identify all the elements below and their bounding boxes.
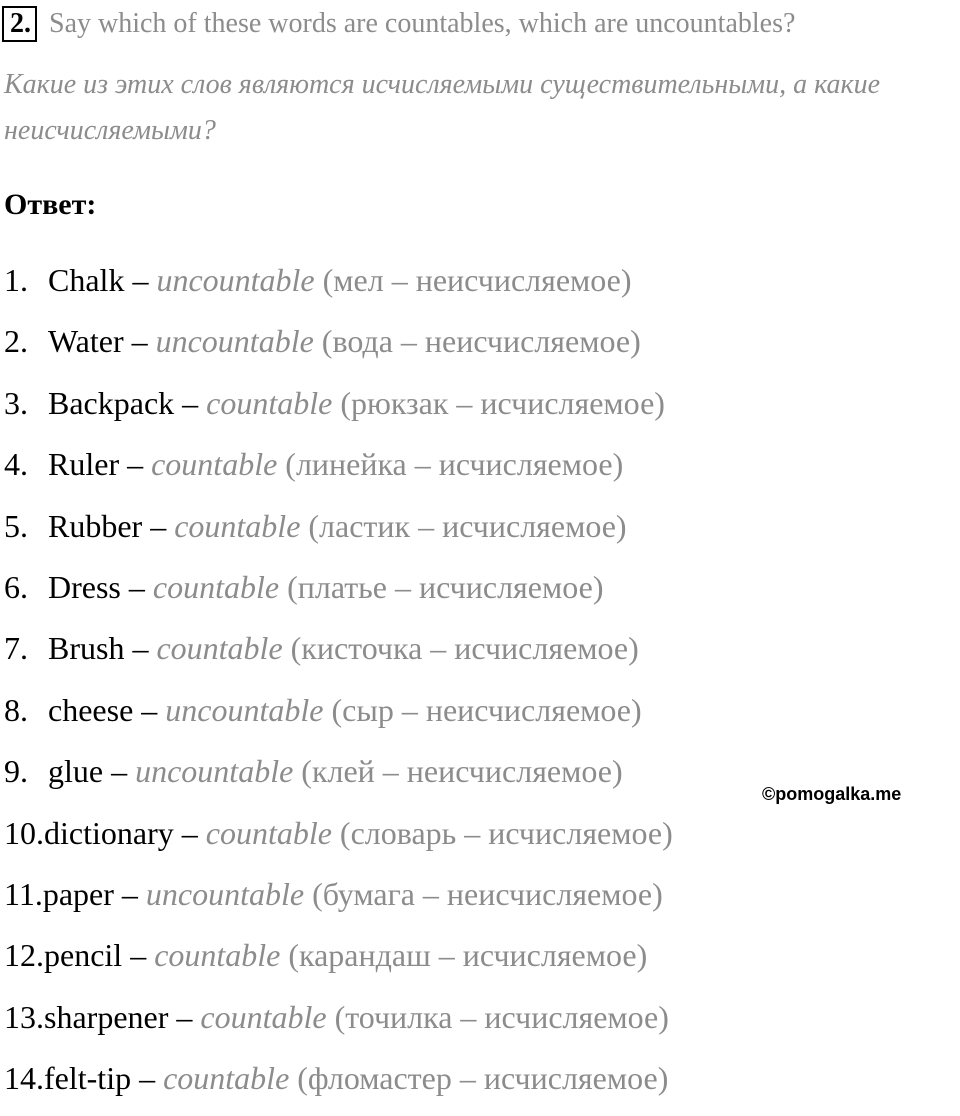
item-number: 9. — [4, 753, 28, 790]
task-instruction-en: Say which of these words are countables, which are uncountables? — [49, 8, 796, 39]
item-word: dictionary — [44, 814, 174, 851]
item-word: Chalk — [48, 262, 125, 298]
list-item — [4, 687, 954, 748]
item-type: uncountable — [165, 691, 324, 728]
item-dash: – — [168, 998, 201, 1035]
item-type: uncountable — [155, 323, 314, 360]
item-number: 14. — [4, 1060, 44, 1097]
list-item — [4, 625, 954, 686]
item-translation: (фломастер – исчисляемое) — [289, 1060, 669, 1097]
item-type: uncountable — [145, 875, 305, 912]
item-dash: – — [133, 691, 166, 728]
item-translation: (точилка – исчисляемое) — [326, 998, 669, 1035]
list-item — [4, 564, 954, 625]
item-number: 13. — [4, 998, 44, 1035]
item-word: Water — [48, 323, 124, 360]
list-item — [4, 810, 954, 871]
item-translation: (вода – неисчисляемое) — [313, 323, 641, 360]
item-dash: – — [174, 384, 207, 421]
item-dash: – — [142, 507, 175, 544]
item-dash: – — [103, 753, 136, 790]
item-number: 4. — [4, 446, 28, 483]
item-dash: – — [123, 323, 156, 360]
list-item — [4, 257, 954, 318]
item-type: uncountable — [156, 262, 315, 298]
item-word: felt-tip — [44, 1060, 132, 1097]
item-word: paper — [42, 875, 114, 912]
answer-label: Ответ: — [4, 188, 97, 221]
task-instruction-ru: Какие из этих слов являются исчисляемыми существительными, а какие неисчисляемыми? — [4, 69, 881, 146]
item-type: countable — [200, 998, 327, 1035]
item-type: uncountable — [135, 753, 294, 790]
list-item — [4, 932, 954, 993]
item-number: 12. — [4, 937, 44, 974]
list-item — [4, 1055, 954, 1116]
item-type: countable — [206, 384, 333, 421]
item-word: Brush — [48, 630, 125, 667]
item-dash: – — [173, 814, 206, 851]
item-translation: (карандаш – исчисляемое) — [280, 937, 648, 974]
item-word: Backpack — [48, 384, 175, 421]
list-item — [4, 380, 954, 441]
list-item — [4, 441, 954, 502]
item-translation: (ластик – исчисляемое) — [300, 507, 627, 544]
item-translation: (платье – исчисляемое) — [279, 568, 604, 605]
item-dash: – — [124, 262, 157, 298]
item-type: countable — [205, 814, 332, 851]
item-dash: – — [124, 630, 157, 667]
item-type: countable — [163, 1060, 290, 1097]
item-number: 8. — [4, 691, 28, 728]
item-translation: (рюкзак – исчисляемое) — [332, 384, 665, 421]
item-translation: (мел – неисчисляемое) — [314, 262, 632, 298]
answer-list — [4, 257, 954, 1116]
item-dash: – — [120, 568, 153, 605]
item-dash: – — [122, 937, 155, 974]
item-word: Dress — [48, 568, 121, 605]
task-number-box: 2. — [2, 6, 37, 42]
item-number: 6. — [4, 568, 28, 605]
item-translation: (кисточка – исчисляемое) — [282, 630, 639, 667]
item-type: countable — [156, 630, 283, 667]
item-type: countable — [151, 446, 278, 483]
item-type: countable — [152, 568, 280, 605]
item-dash: – — [131, 1060, 164, 1097]
item-type: countable — [154, 937, 281, 974]
list-item — [4, 503, 954, 564]
item-translation: (линейка – исчисляемое) — [277, 446, 624, 483]
item-number: 7. — [4, 630, 28, 667]
item-word: pencil — [44, 937, 123, 974]
item-type: countable — [174, 507, 301, 544]
item-number: 5. — [4, 507, 28, 544]
list-item — [4, 318, 954, 379]
item-word: cheese — [48, 691, 134, 728]
task-header — [2, 4, 795, 44]
item-dash: – — [113, 875, 146, 912]
item-number: 1. — [4, 262, 28, 298]
item-number: 11. — [4, 875, 43, 912]
item-translation: (клей – неисчисляемое) — [293, 753, 623, 790]
item-word: sharpener — [44, 998, 169, 1035]
item-translation: (словарь – исчисляемое) — [331, 814, 673, 851]
item-word: Rubber — [48, 507, 143, 544]
list-item — [4, 871, 954, 932]
item-number: 3. — [4, 384, 28, 421]
item-word: Ruler — [48, 446, 120, 483]
item-number: 10. — [4, 814, 44, 851]
list-item — [4, 994, 954, 1055]
item-translation: (бумага – неисчисляемое) — [304, 875, 663, 912]
item-word: glue — [48, 753, 104, 790]
item-dash: – — [119, 446, 152, 483]
watermark: ©pomogalka.me — [762, 784, 902, 804]
item-number: 2. — [4, 323, 28, 360]
item-translation: (сыр – неисчисляемое) — [323, 691, 642, 728]
